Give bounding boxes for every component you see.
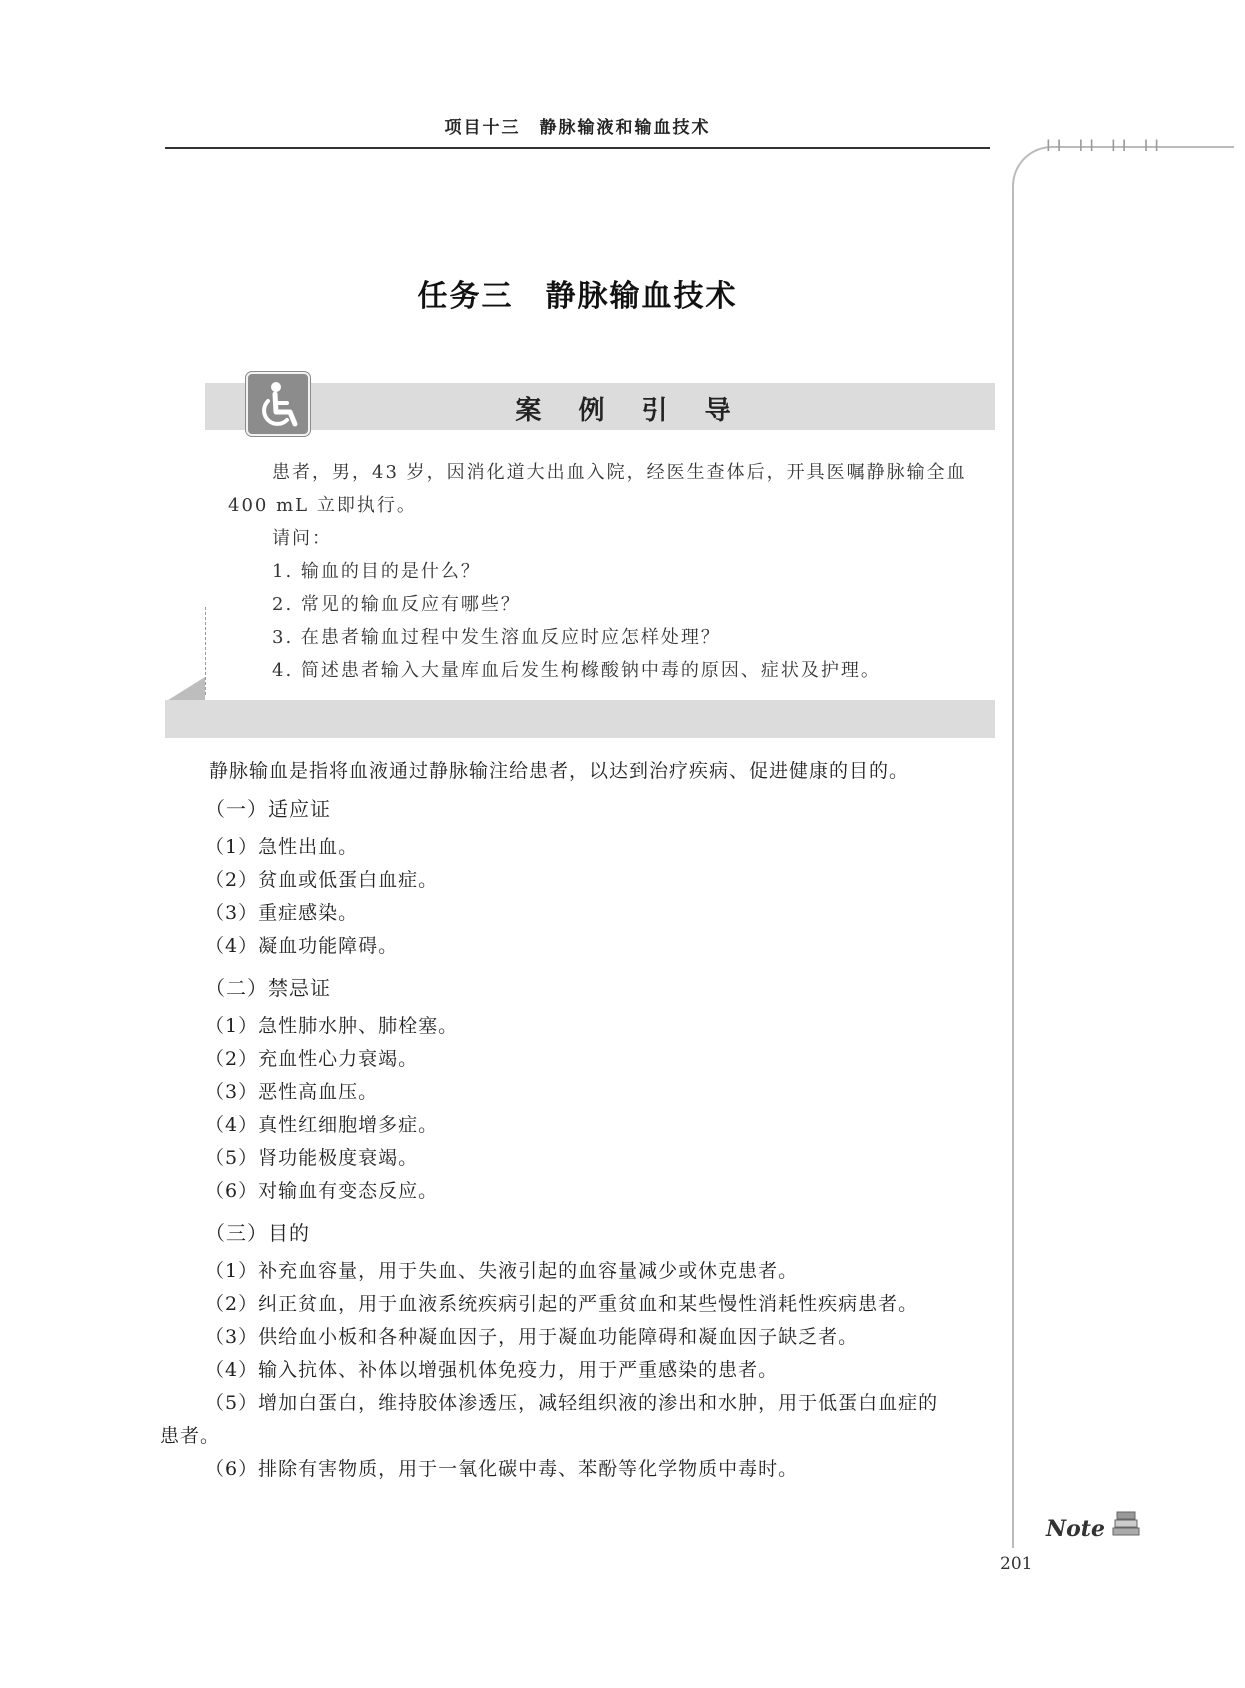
list-item-continuation: 患者。	[160, 1425, 221, 1447]
list-item: （6）排除有害物质，用于一氧化碳中毒、苯酚等化学物质中毒时。	[205, 1458, 799, 1480]
question-item: 4. 简述患者输入大量库血后发生枸橼酸钠中毒的原因、症状及护理。	[272, 660, 881, 681]
header-rule	[165, 147, 990, 149]
list-item: （2）贫血或低蛋白血症。	[205, 869, 439, 891]
books-icon	[1111, 1508, 1141, 1540]
case-bottom-band	[165, 700, 995, 738]
list-item: （3）重症感染。	[205, 902, 359, 924]
list-item: （4）凝血功能障碍。	[205, 935, 399, 957]
list-item: （2）纠正贫血，用于血液系统疾病引起的严重贫血和某些慢性消耗性疾病患者。	[205, 1293, 919, 1315]
list-item: （1）补充血容量，用于失血、失液引起的血容量减少或休克患者。	[205, 1260, 799, 1282]
case-paragraph-line1: 患者，男，43 岁，因消化道大出血入院，经医生查体后，开具医嘱静脉输全血	[272, 462, 967, 483]
page-number: 201	[1000, 1554, 1033, 1574]
list-item: （1）急性肺水肿、肺栓塞。	[205, 1015, 459, 1037]
margin-ticks: II II II II	[1046, 136, 1166, 155]
list-item: （4）输入抗体、补体以增强机体免疫力，用于严重感染的患者。	[205, 1359, 779, 1381]
question-item: 3. 在患者输血过程中发生溶血反应时应怎样处理？	[272, 627, 721, 648]
wheelchair-icon	[246, 372, 310, 436]
list-item: （3）供给血小板和各种凝血因子，用于凝血功能障碍和凝血因子缺乏者。	[205, 1326, 859, 1348]
question-item: 1. 输血的目的是什么？	[272, 561, 481, 582]
list-item: （3）恶性高血压。	[205, 1081, 379, 1103]
section-heading: （二）禁忌证	[205, 976, 331, 1000]
note-label: Note	[1046, 1516, 1105, 1542]
case-heading: 案 例 引 导	[515, 396, 745, 426]
list-item: （2）充血性心力衰竭。	[205, 1048, 419, 1070]
section-heading: （三）目的	[205, 1221, 310, 1245]
margin-decoration	[1012, 146, 1234, 1548]
list-item: （1）急性出血。	[205, 836, 359, 858]
question-item: 2. 常见的输血反应有哪些？	[272, 594, 521, 615]
case-corner-fold	[165, 677, 205, 702]
list-item: （5）肾功能极度衰竭。	[205, 1147, 419, 1169]
question-intro: 请问：	[272, 528, 332, 549]
intro-paragraph: 静脉输血是指将血液通过静脉输注给患者，以达到治疗疾病、促进健康的目的。	[209, 760, 910, 782]
running-head: 项目十三 静脉输液和输血技术	[444, 118, 711, 138]
page-title: 任务三 静脉输血技术	[417, 279, 738, 314]
list-item: （6）对输血有变态反应。	[205, 1180, 439, 1202]
section-heading: （一）适应证	[205, 797, 331, 821]
list-item: （5）增加白蛋白，维持胶体渗透压，减轻组织液的渗出和水肿，用于低蛋白血症的	[205, 1392, 939, 1414]
case-dotted-line	[205, 607, 206, 695]
list-item: （4）真性红细胞增多症。	[205, 1114, 439, 1136]
case-paragraph-line2: 400 mL 立即执行。	[228, 495, 417, 516]
